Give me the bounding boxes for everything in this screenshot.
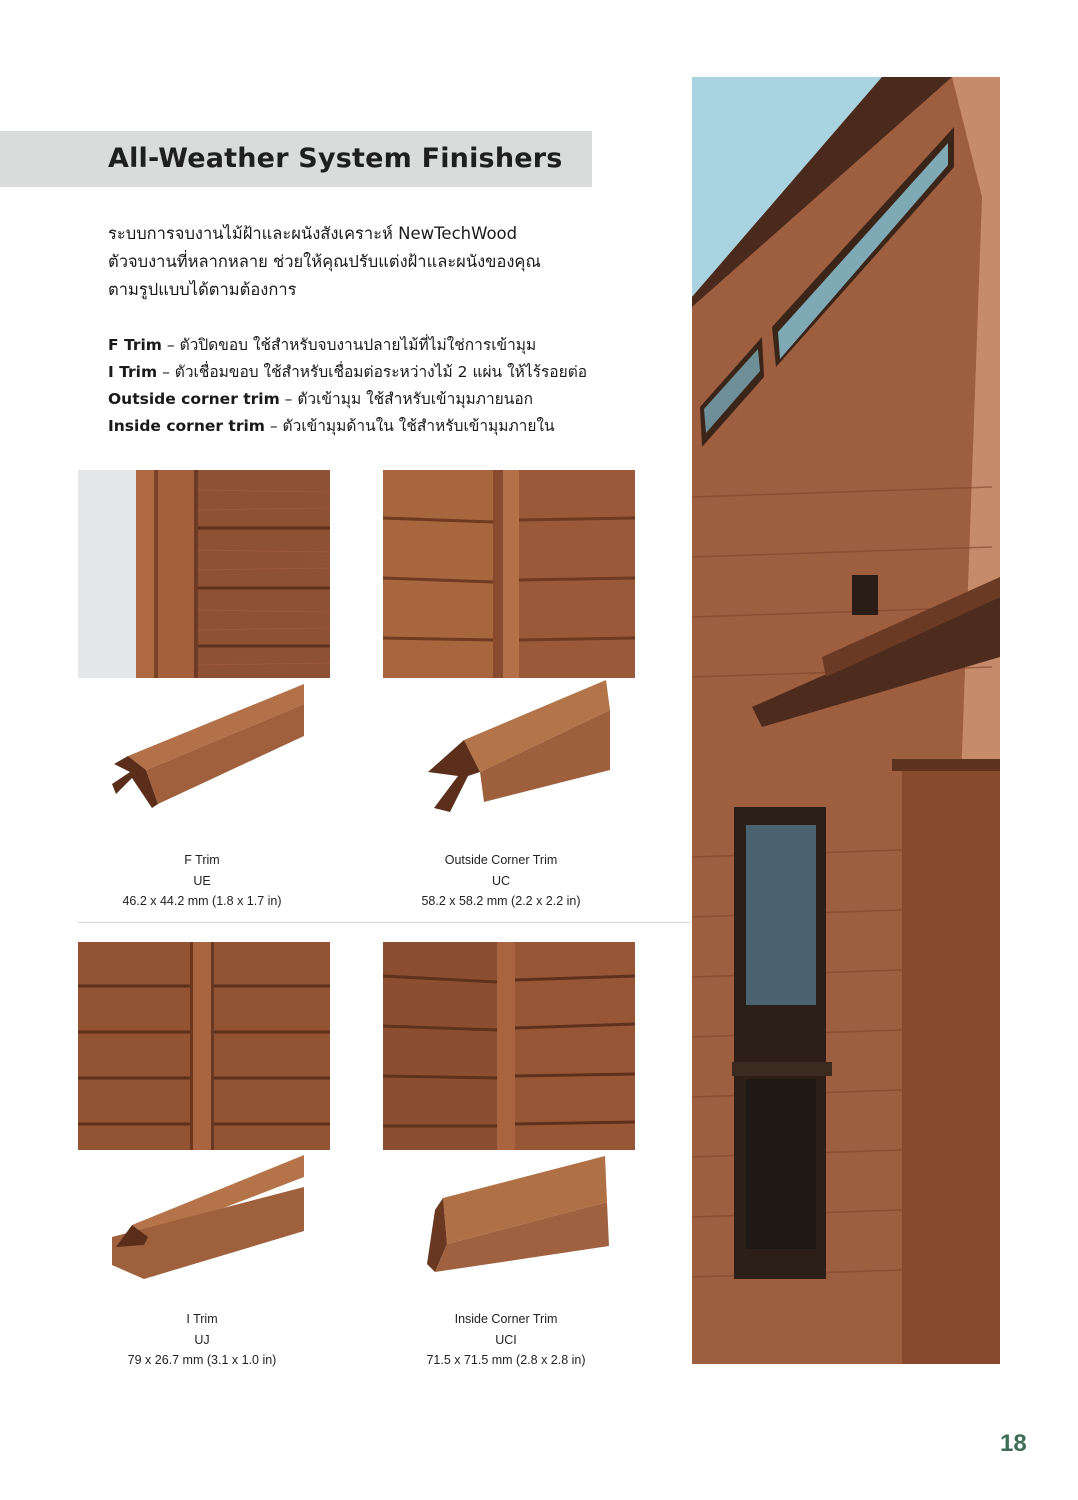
inside-corner-caption [376,1309,636,1371]
house-facade-photo [692,77,1000,1364]
i-trim-profile [108,1155,328,1285]
definition-term: Inside corner trim [108,417,265,435]
product-size: 79 x 26.7 mm (3.1 x 1.0 in) [127,1353,277,1367]
definition-f-trim [108,332,678,359]
definition-separator: – [157,363,175,381]
definition-inside-corner [108,413,678,440]
product-code: UE [193,873,211,888]
product-size: 58.2 x 58.2 mm (2.2 x 2.2 in) [421,894,581,908]
intro-line-3: ตามรูปแบบได้ตามต้องการ [108,280,297,299]
definition-outside-corner [108,386,678,413]
definition-separator: – [161,336,180,354]
intro-line-2: ตัวจบงานที่หลากหลาย ช่วยให้คุณปรับแต่งฝ้าและผนังของคุณ [108,252,541,271]
definition-text: ตัวปิดขอบ ใช้สำหรับจบงานปลายไม้ที่ไม่ใช่การเข้ามุม [179,336,537,354]
outside-corner-caption [371,850,631,912]
f-trim-profile [108,684,328,814]
i-trim-photo [78,942,330,1150]
definition-term: Outside corner trim [108,390,280,408]
f-trim-caption [72,850,332,912]
section-divider [78,922,690,923]
product-size: 71.5 x 71.5 mm (2.8 x 2.8 in) [426,1353,586,1367]
product-code: UJ [194,1332,210,1347]
outside-corner-profile [410,680,630,810]
inside-corner-profile [425,1152,645,1282]
page-title: All-Weather System Finishers [108,143,563,174]
definition-i-trim [108,359,678,386]
definition-term: F Trim [108,336,162,354]
product-name: F Trim [184,853,220,867]
product-name: Outside Corner Trim [444,853,558,867]
definition-text: ตัวเข้ามุม ใช้สำหรับเข้ามุมภายนอก [297,390,534,408]
product-code: UC [491,873,511,888]
inside-corner-photo [383,942,635,1150]
definition-separator: – [279,390,298,408]
definition-text: ตัวเชื่อมขอบ ใช้สำหรับเชื่อมต่อระหว่างไม้ 2 แผ่น ให้ไร้รอยต่อ [174,363,588,381]
definition-term: I Trim [108,363,158,381]
product-size: 46.2 x 44.2 mm (1.8 x 1.7 in) [122,894,282,908]
definition-text: ตัวเข้ามุมด้านใน ใช้สำหรับเข้ามุมภายใน [282,417,555,435]
intro-line-1: ระบบการจบงานไม้ฝ้าและผนังสังเคราะห์ NewTechWood [108,224,518,243]
intro-paragraph [108,220,668,304]
definition-separator: – [264,417,283,435]
f-trim-photo [78,470,330,678]
outside-corner-photo [383,470,635,678]
product-name: I Trim [186,1312,218,1326]
product-name: Inside Corner Trim [454,1312,558,1326]
trim-definitions [108,332,678,440]
page-number: 18 [1000,1430,1027,1457]
i-trim-caption [72,1309,332,1371]
product-code: UCI [495,1332,517,1347]
